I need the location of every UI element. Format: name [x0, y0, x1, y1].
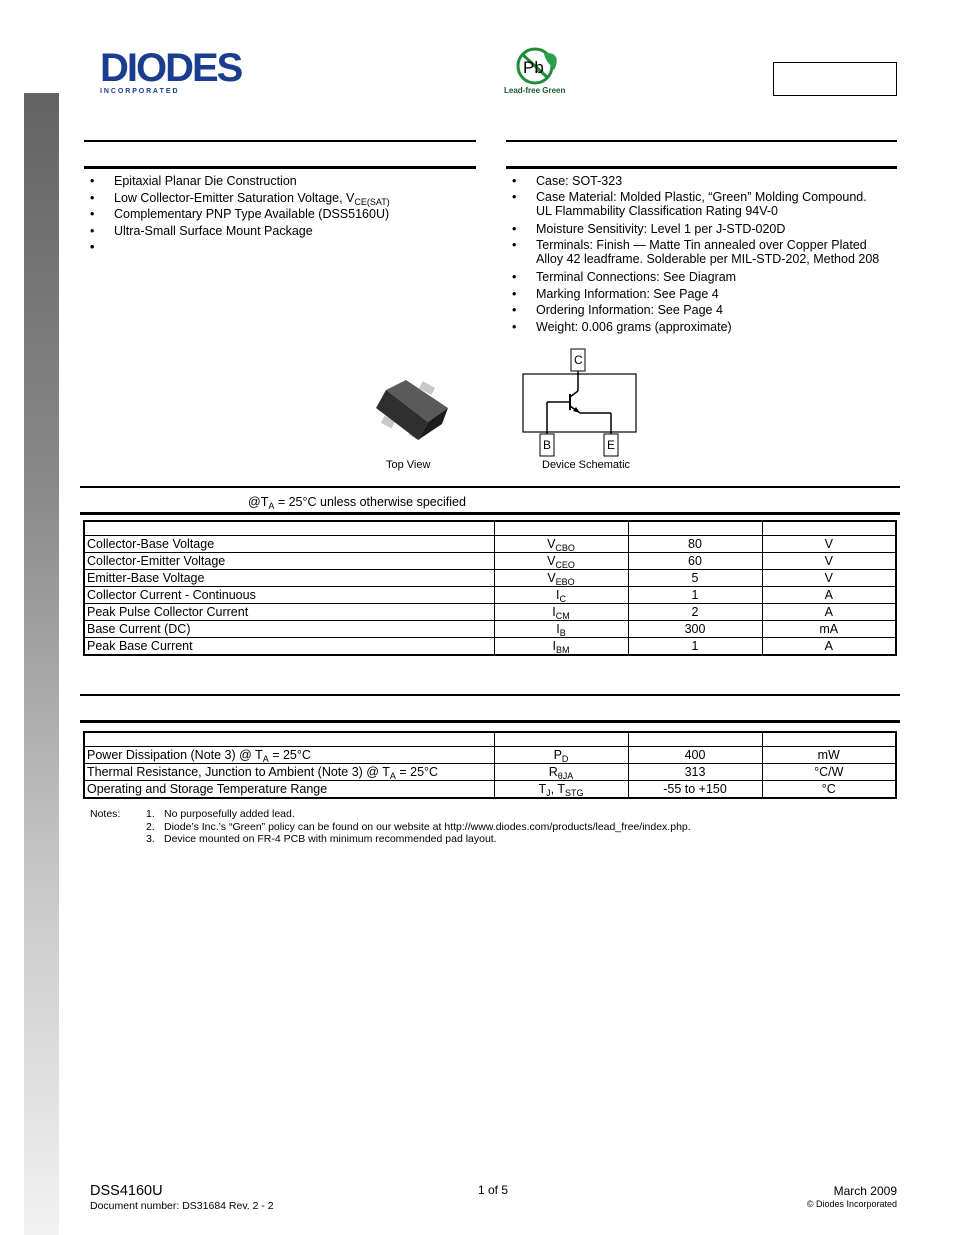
- table-row: [84, 536, 896, 553]
- characteristic-cell: Collector Current - Continuous: [84, 587, 494, 604]
- ratings-condition: $@T_A = 25^\circ C$ unless otherwise specified: [248, 495, 466, 511]
- mechanical-item: • Terminals: Finish — Matte Tin annealed over Copper Plated Alloy 42 leadframe. Solderable per MIL-STD-202, Method 208: [508, 238, 898, 266]
- value-cell: 2: [628, 604, 762, 621]
- table-row: [84, 604, 896, 621]
- value-cell: 5: [628, 570, 762, 587]
- unit-cell: mW: [762, 747, 896, 764]
- table-row: [84, 764, 896, 781]
- pin-c-label: C: [574, 353, 583, 367]
- characteristic-cell: Operating and Storage Temperature Range: [84, 781, 494, 799]
- notes-label: Notes:: [90, 808, 121, 820]
- characteristic-cell: Power Dissipation (Note 3) @ $T_A = 25^\circ C$: [84, 747, 494, 764]
- max-ratings-top-rule: [80, 486, 900, 488]
- pin-b-label: B: [543, 438, 552, 452]
- table-row: [84, 570, 896, 587]
- unit-cell: A: [762, 638, 896, 656]
- symbol-cell: $V_{EBO}$: [494, 570, 628, 587]
- note-item: 3. Device mounted on FR-4 PCB with minimum recommended pad layout.: [146, 833, 497, 845]
- unit-cell: mA: [762, 621, 896, 638]
- unit-cell: A: [762, 604, 896, 621]
- symbol-cell: $I_{CM}$: [494, 604, 628, 621]
- unit-cell: °C/W: [762, 764, 896, 781]
- lead-free-green-logo: [500, 46, 576, 98]
- feature-item: • Ultra-Small Surface Mount Package: [86, 223, 476, 240]
- top-view-caption: Top View: [386, 459, 431, 471]
- table-row: [84, 553, 896, 570]
- characteristic-cell: Base Current (DC): [84, 621, 494, 638]
- features-list: [86, 173, 476, 239]
- features-bottom-rule: [84, 166, 476, 169]
- symbol-cell: $I_{BM}$: [494, 638, 628, 656]
- footer-part-number: DSS4160U: [90, 1183, 163, 1199]
- value-cell: 1: [628, 638, 762, 656]
- symbol-cell: $T_J$, $T_{STG}$: [494, 781, 628, 799]
- value-cell: 80: [628, 536, 762, 553]
- value-cell: 1: [628, 587, 762, 604]
- unit-cell: °C: [762, 781, 896, 799]
- value-cell: 300: [628, 621, 762, 638]
- footer-date: March 2009: [833, 1184, 897, 1198]
- table-header-row: [84, 521, 896, 536]
- sot323-package-image: [372, 378, 452, 446]
- symbol-cell: $I_C$: [494, 587, 628, 604]
- mechanical-item: • Case Material: Molded Plastic, “Green” Molding Compound. UL Flammability Classification Rating 94V-0: [508, 190, 898, 218]
- pin-e-label: E: [607, 438, 616, 452]
- mechanical-top-rule: [506, 140, 897, 142]
- features-top-rule: [84, 140, 476, 142]
- unit-cell: A: [762, 587, 896, 604]
- value-cell: -55 to +150: [628, 781, 762, 799]
- symbol-cell: $V_{CEO}$: [494, 553, 628, 570]
- table-row: [84, 621, 896, 638]
- footer-document-number: Document number: DS31684 Rev. 2 - 2: [90, 1200, 274, 1212]
- value-cell: 60: [628, 553, 762, 570]
- notes-list: [146, 808, 691, 846]
- feature-item: • Complementary PNP Type Available (DSS5160U): [86, 206, 476, 223]
- device-schematic: [518, 347, 640, 459]
- value-cell: 400: [628, 747, 762, 764]
- mechanical-item: • Marking Information: See Page 4: [508, 286, 898, 303]
- part-number-box: [773, 62, 897, 96]
- note-item: 2. Diode’s Inc.’s “Green” policy can be found on our website at http://www.diodes.com/products/lead_free/index.php.: [146, 820, 691, 833]
- max-ratings-bottom-rule: [80, 512, 900, 515]
- characteristic-cell: Emitter-Base Voltage: [84, 570, 494, 587]
- mechanical-item: • Weight: 0.006 grams (approximate): [508, 319, 898, 336]
- feature-item: • Low Collector-Emitter Saturation Voltage, $V_{CE(SAT)}$: [86, 190, 476, 207]
- footer-page-number: 1 of 5: [478, 1183, 509, 1197]
- device-schematic-caption: Device Schematic: [542, 459, 631, 471]
- mechanical-bottom-rule: [506, 166, 897, 169]
- value-cell: 313: [628, 764, 762, 781]
- table-row: [84, 587, 896, 604]
- mechanical-item: • Moisture Sensitivity: Level 1 per J-STD-020D: [508, 221, 898, 238]
- unit-cell: V: [762, 553, 896, 570]
- table-row: [84, 638, 896, 656]
- table-header-row: [84, 732, 896, 747]
- feature-item: • Epitaxial Planar Die Construction: [86, 173, 476, 190]
- symbol-cell: $I_B$: [494, 621, 628, 638]
- table-row: [84, 747, 896, 764]
- diodes-logo: [100, 48, 272, 98]
- mechanical-item: • Terminal Connections: See Diagram: [508, 269, 898, 286]
- thermal-bottom-rule: [80, 720, 900, 723]
- table-row: [84, 781, 896, 799]
- symbol-cell: $V_{CBO}$: [494, 536, 628, 553]
- footer-copyright: © Diodes Incorporated: [806, 1199, 897, 1209]
- symbol-cell: $P_D$: [494, 747, 628, 764]
- logo-wordmark: DIODES: [100, 48, 242, 90]
- unit-cell: V: [762, 536, 896, 553]
- mechanical-item: • Ordering Information: See Page 4: [508, 302, 898, 319]
- characteristic-cell: Peak Base Current: [84, 638, 494, 656]
- characteristic-cell: Peak Pulse Collector Current: [84, 604, 494, 621]
- thermal-characteristics-table: [83, 731, 897, 799]
- sidebar-gradient-bar: [24, 93, 59, 1235]
- symbol-cell: $R_{\theta JA}$: [494, 764, 628, 781]
- thermal-top-rule: [80, 694, 900, 696]
- mechanical-item: • Case: SOT-323: [508, 173, 898, 190]
- mechanical-list: [508, 173, 898, 335]
- characteristic-cell: Thermal Resistance, Junction to Ambient (Note 3) @ $T_A = 25^\circ C$: [84, 764, 494, 781]
- characteristic-cell: Collector-Base Voltage: [84, 536, 494, 553]
- logo-subtext: I N C O R P O R A T E D: [100, 88, 178, 95]
- pb-caption: Lead-free Green: [504, 86, 566, 95]
- maximum-ratings-table: [83, 520, 897, 656]
- characteristic-cell: Collector-Emitter Voltage: [84, 553, 494, 570]
- note-item: 1. No purposefully added lead.: [146, 808, 295, 820]
- unit-cell: V: [762, 570, 896, 587]
- pb-text: Pb: [523, 58, 544, 77]
